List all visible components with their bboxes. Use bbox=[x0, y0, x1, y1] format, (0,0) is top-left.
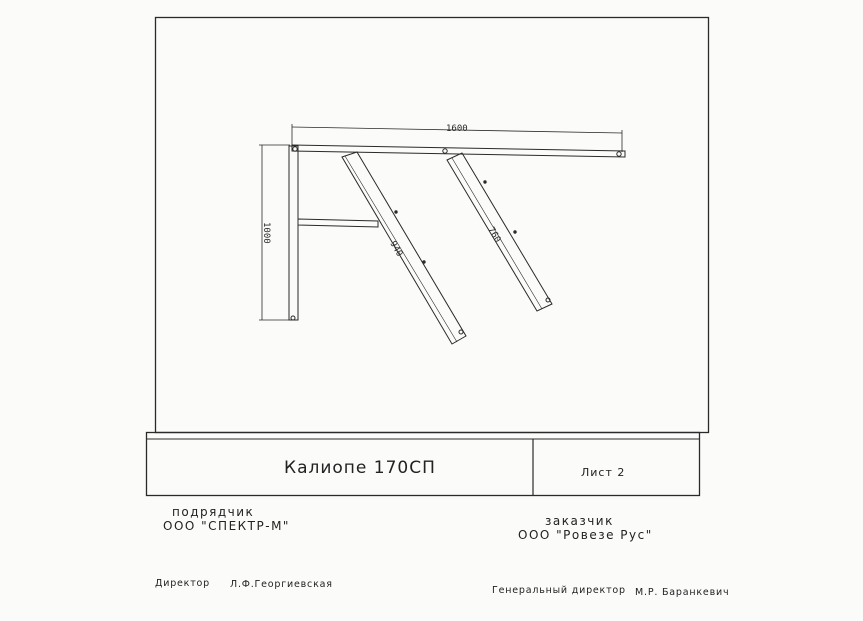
short-brace bbox=[447, 153, 552, 311]
product-title: Калиопе 170СП bbox=[284, 458, 436, 478]
customer-role: заказчик bbox=[545, 514, 614, 528]
contractor-role: подрядчик bbox=[172, 505, 255, 519]
cross-bar bbox=[298, 219, 378, 227]
dim-short-brace: 760 bbox=[485, 225, 503, 245]
drawing-frame bbox=[156, 18, 709, 433]
contractor-signatory-title: Директор bbox=[155, 578, 210, 589]
long-brace bbox=[342, 152, 466, 344]
top-beam bbox=[292, 145, 625, 157]
sheet-number: Лист 2 bbox=[581, 466, 626, 479]
contractor-company: ООО "СПЕКТР-М" bbox=[163, 519, 290, 533]
dim-leg: 1000 bbox=[261, 222, 271, 244]
customer-signatory-name: М.Р. Баранкевич bbox=[635, 587, 730, 598]
dim-top-beam: 1600 bbox=[446, 124, 468, 134]
dim-long-brace: 940 bbox=[387, 239, 405, 259]
vertical-leg bbox=[289, 146, 298, 320]
customer-company: ООО "Ровезе Рус" bbox=[518, 528, 653, 542]
contractor-signatory-name: Л.Ф.Георгиевская bbox=[230, 579, 333, 590]
frame-part bbox=[289, 145, 625, 344]
customer-signatory-title: Генеральный директор bbox=[492, 585, 626, 596]
